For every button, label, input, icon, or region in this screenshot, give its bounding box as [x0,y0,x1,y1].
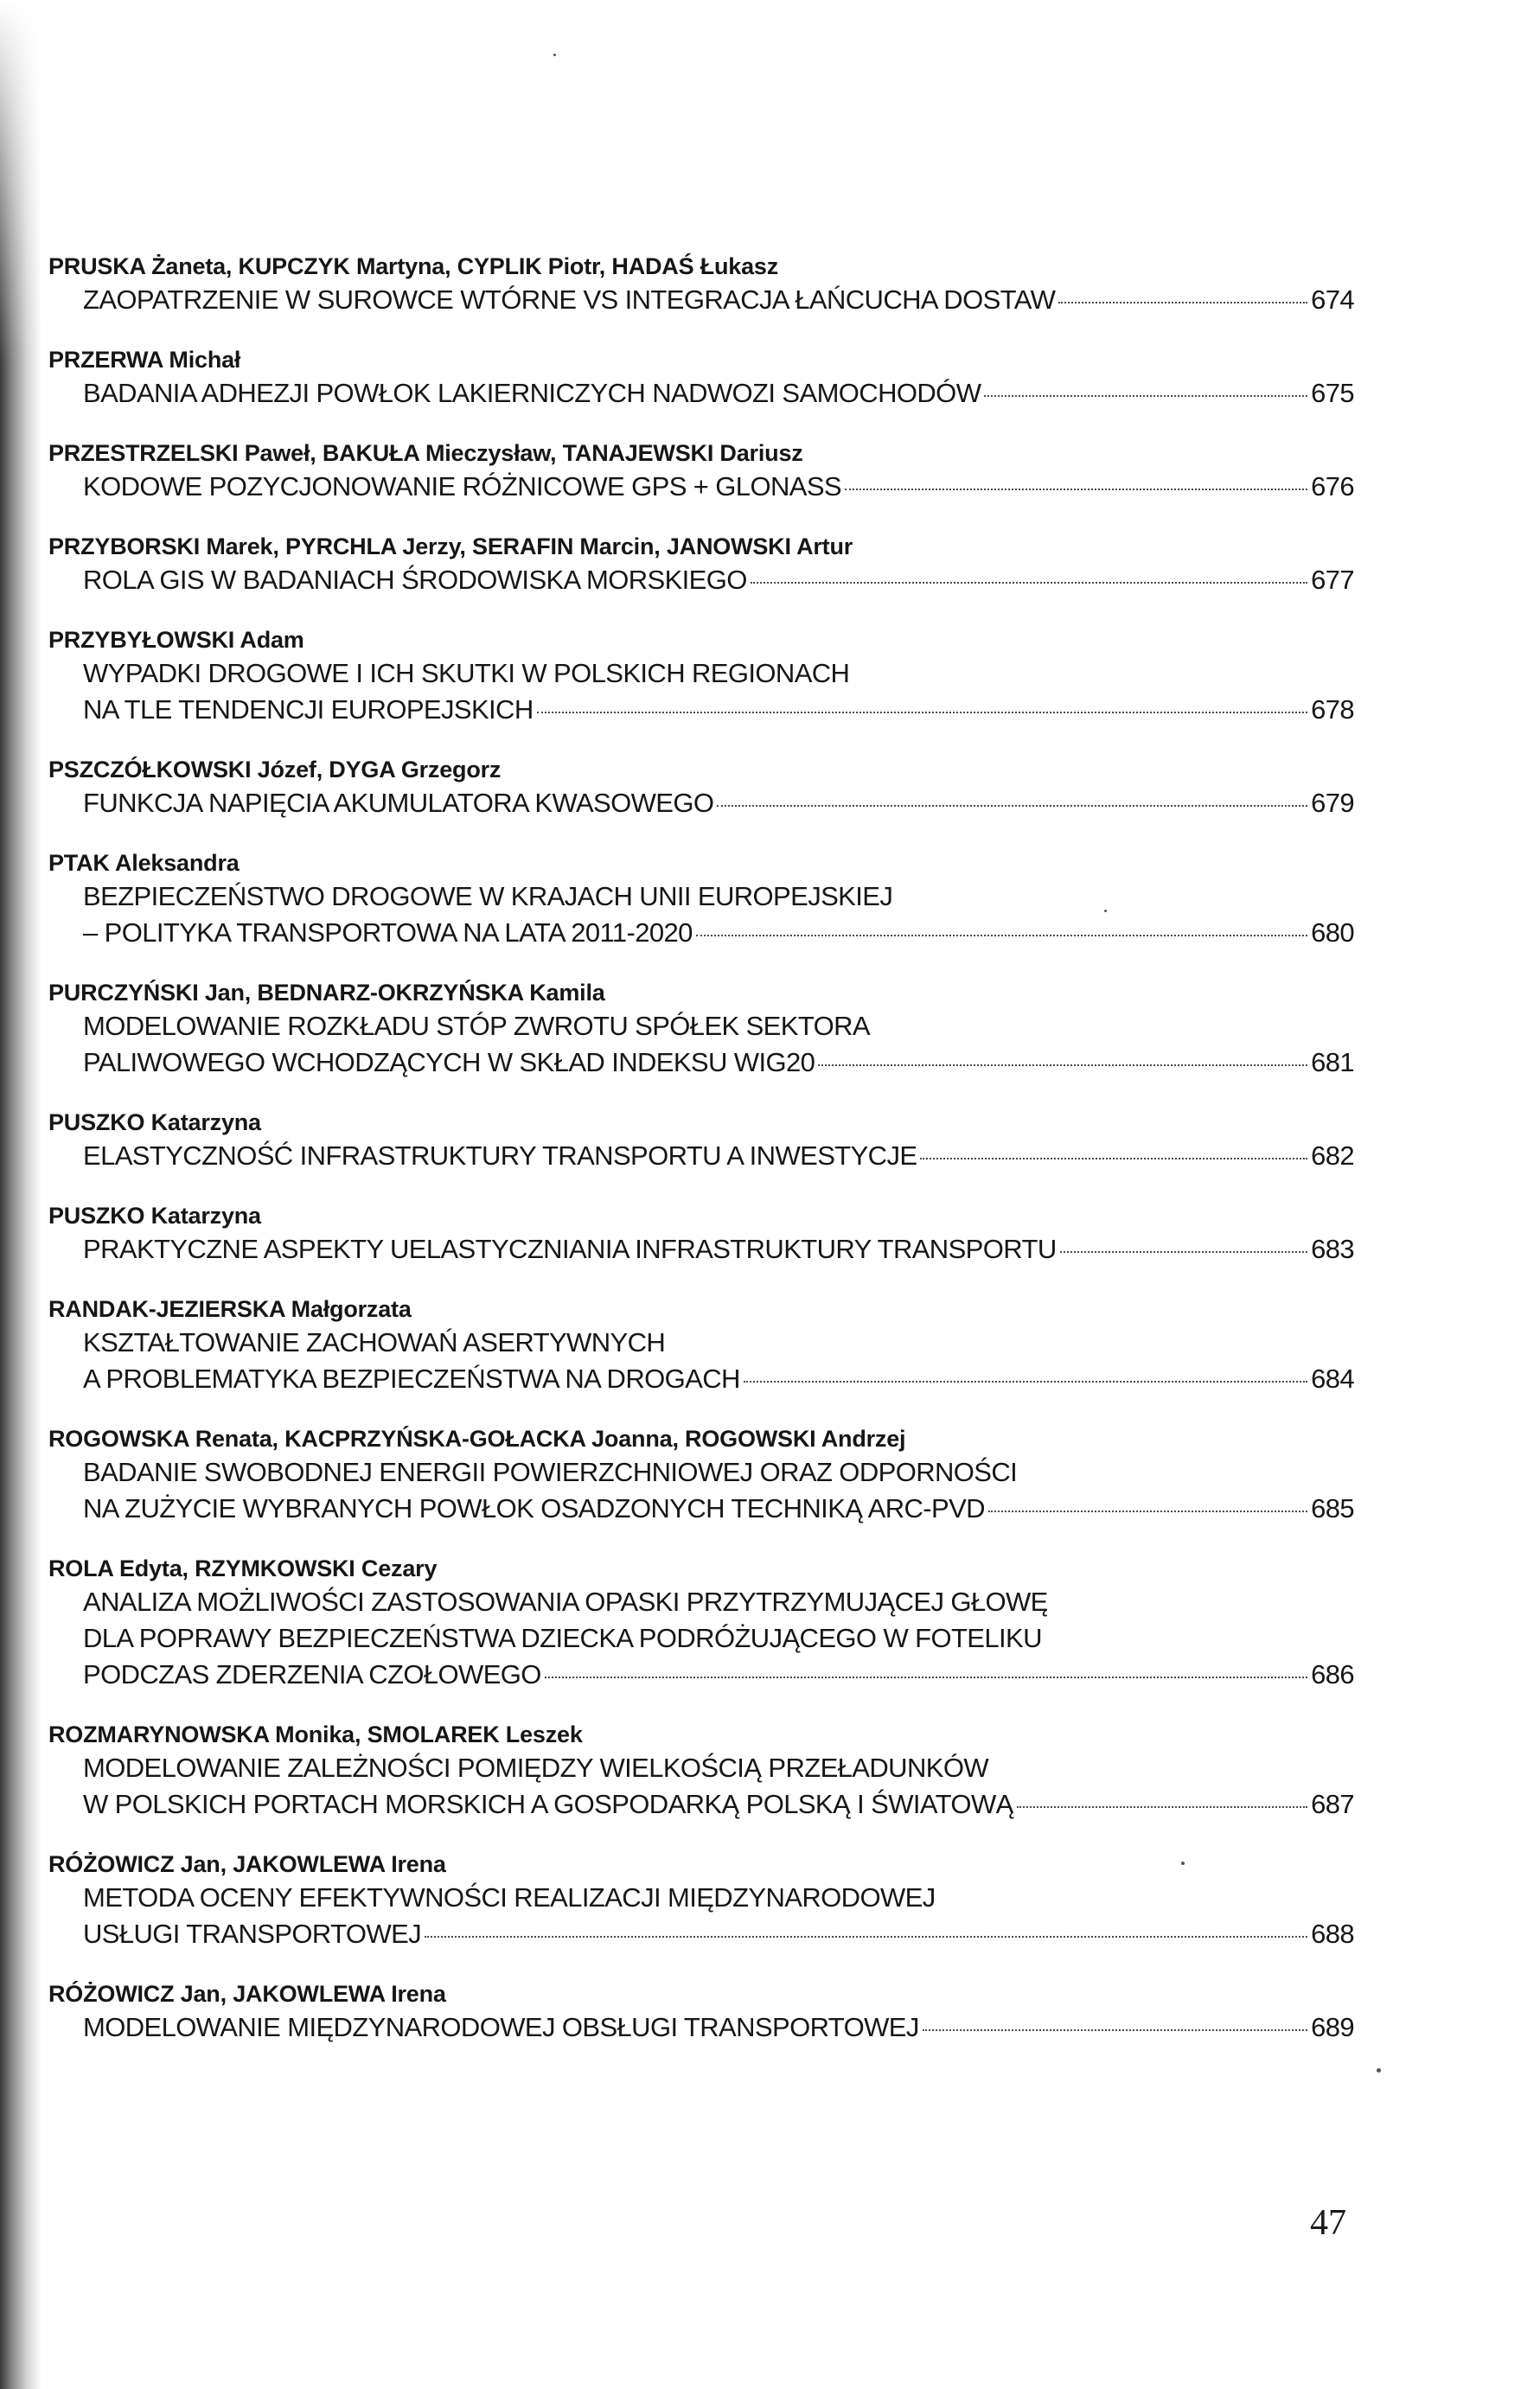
entry-title-line: WYPADKI DROGOWE I ICH SKUTKI W POLSKICH REGIONACH [83,658,850,688]
entry-authors: PUSZKO Katarzyna [48,1109,261,1135]
entry-authors: RANDAK-JEZIERSKA Małgorzata [48,1296,412,1322]
dust-speck [1181,1862,1185,1865]
entry-page-number: 685 [1311,1493,1354,1523]
entry-title-line [48,692,1354,728]
entry-title-text: KODOWE POZYCJONOWANIE RÓŻNICOWE GPS + GLONASS [83,471,841,501]
entry-title-text: W POLSKICH PORTACH MORSKICH A GOSPODARKĄ POLSKĄ I ŚWIATOWĄ [83,1789,1013,1819]
entry-authors: PUSZKO Katarzyna [48,1203,261,1229]
entry-title-line [48,1786,1354,1823]
entry-authors: PRZYBORSKI Marek, PYRCHLA Jerzy, SERAFIN Marcin, JANOWSKI Artur [48,533,853,559]
entry-title-text: ZAOPATRZENIE W SUROWCE WTÓRNE VS INTEGRACJA ŁAŃCUCHA DOSTAW [83,284,1056,315]
toc-entry [48,754,1354,821]
entry-title-text: BADANIA ADHEZJI POWŁOK LAKIERNICZYCH NADWOZI SAMOCHODÓW [83,378,981,408]
entry-page-number: 677 [1311,565,1354,595]
entry-authors: RÓŻOWICZ Jan, JAKOWLEWA Irena [48,1981,446,2007]
entry-title-text: PALIWOWEGO WCHODZĄCYCH W SKŁAD INDEKSU WIG20 [83,1047,815,1077]
entry-page-number: 679 [1311,788,1354,818]
entry-title-line [48,282,1354,318]
toc-entry [48,1107,1354,1174]
dot-leader [717,804,1307,807]
toc-entry [48,251,1354,318]
entry-title-text: FUNKCJA NAPIĘCIA AKUMULATORA KWASOWEGO [83,788,714,818]
entry-authors: PTAK Aleksandra [48,850,240,876]
entry-title-line [48,375,1354,412]
entry-title-line: METODA OCENY EFEKTYWNOŚCI REALIZACJI MIĘDZYNARODOWEJ [83,1882,936,1913]
entry-title-text: USŁUGI TRANSPORTOWEJ [83,1919,422,1949]
entry-title-line [48,1361,1354,1397]
entry-title-text: ELASTYCZNOŚĆ INFRASTRUKTURY TRANSPORTU A INWESTYCJE [83,1140,917,1171]
entry-page-number: 681 [1311,1047,1354,1077]
entry-title-line [48,2009,1354,2046]
dot-leader [744,1380,1307,1383]
entry-title-line [48,1916,1354,1952]
page-number: 47 [1310,2203,1346,2243]
entry-title-text: MODELOWANIE MIĘDZYNARODOWEJ OBSŁUGI TRANSPORTOWEJ [83,2012,919,2042]
entry-authors: PRUSKA Żaneta, KUPCZYK Martyna, CYPLIK Piotr, HADAŚ Łukasz [48,253,779,279]
toc-entry [48,438,1354,505]
entry-authors: PURCZYŃSKI Jan, BEDNARZ-OKRZYŃSKA Kamila [48,980,605,1006]
entry-title-line [48,915,1354,951]
entry-page-number: 686 [1311,1659,1354,1690]
toc-entry [48,1719,1354,1823]
entry-title-line: MODELOWANIE ROZKŁADU STÓP ZWROTU SPÓŁEK SEKTORA [83,1011,870,1041]
entry-page-number: 682 [1311,1140,1354,1171]
dot-leader [988,1510,1307,1512]
entry-authors: RÓŻOWICZ Jan, JAKOWLEWA Irena [48,1851,446,1877]
dot-leader [845,488,1307,490]
entry-title-text: – POLITYKA TRANSPORTOWA NA LATA 2011-2020 [83,917,693,948]
dot-leader [920,1157,1307,1159]
entry-title-text: A PROBLEMATYKA BEZPIECZEŃSTWA NA DROGACH [83,1364,740,1394]
dot-leader [1017,1805,1307,1808]
entry-title-line: ANALIZA MOŻLIWOŚCI ZASTOSOWANIA OPASKI PRZYTRZYMUJĄCEJ GŁOWĘ [83,1587,1048,1617]
dot-leader [537,711,1307,713]
entry-title-line [48,1231,1354,1268]
dot-leader [984,394,1307,397]
entry-title-line [48,1044,1354,1081]
entry-page-number: 675 [1311,378,1354,408]
entry-title-line: KSZTAŁTOWANIE ZACHOWAŃ ASERTYWNYCH [83,1327,666,1357]
toc-entry [48,1294,1354,1397]
toc-entry [48,531,1354,598]
toc-entry [48,1849,1354,1952]
entry-page-number: 688 [1311,1919,1354,1949]
dot-leader [1058,301,1307,303]
entry-title-line: BADANIE SWOBODNEJ ENERGII POWIERZCHNIOWEJ ORAZ ODPORNOŚCI [83,1457,1018,1487]
entry-title-line [48,469,1354,505]
spine-fade [0,0,42,363]
dust-speck [1377,2068,1381,2073]
dot-leader [696,934,1307,936]
dust-speck [1104,910,1107,912]
toc-entry [48,624,1354,728]
toc-entry [48,847,1354,951]
entry-authors: PRZYBYŁOWSKI Adam [48,627,304,653]
toc-entry [48,1978,1354,2046]
toc-entry [48,977,1354,1081]
entry-title-text: ROLA GIS W BADANIACH ŚRODOWISKA MORSKIEGO [83,565,747,595]
entry-page-number: 683 [1311,1234,1354,1264]
entry-authors: ROZMARYNOWSKA Monika, SMOLAREK Leszek [48,1721,583,1747]
entry-title-line: DLA POPRAWY BEZPIECZEŃSTWA DZIECKA PODRÓŻUJĄCEGO W FOTELIKU [83,1623,1042,1653]
entry-page-number: 689 [1311,2012,1354,2042]
entry-title-line: BEZPIECZEŃSTWO DROGOWE W KRAJACH UNII EUROPEJSKIEJ [83,881,893,911]
dot-leader [818,1064,1307,1066]
entry-title-line [48,1657,1354,1693]
entry-authors: ROGOWSKA Renata, KACPRZYŃSKA-GOŁACKA Joanna, ROGOWSKI Andrzej [48,1426,906,1452]
entry-page-number: 674 [1311,284,1354,315]
dot-leader [1060,1250,1307,1253]
toc-entry [48,1423,1354,1527]
entry-title-line [48,785,1354,821]
entry-authors: ROLA Edyta, RZYMKOWSKI Cezary [48,1555,438,1581]
dot-leader [923,2028,1307,2031]
table-of-contents [48,251,1354,2072]
entry-page-number: 687 [1311,1789,1354,1819]
entry-page-number: 680 [1311,917,1354,948]
entry-page-number: 678 [1311,694,1354,725]
entry-title-text: PRAKTYCZNE ASPEKTY UELASTYCZNIANIA INFRASTRUKTURY TRANSPORTU [83,1234,1057,1264]
dot-leader [545,1676,1307,1678]
entry-title-line [48,1138,1354,1174]
entry-authors: PRZESTRZELSKI Paweł, BAKUŁA Mieczysław, TANAJEWSKI Dariusz [48,440,803,466]
entry-authors: PSZCZÓŁKOWSKI Józef, DYGA Grzegorz [48,757,502,782]
dust-speck [553,54,556,56]
entry-page-number: 676 [1311,471,1354,501]
entry-title-line [48,562,1354,598]
entry-title-text: NA TLE TENDENCJI EUROPEJSKICH [83,694,534,725]
entry-authors: PRZERWA Michał [48,347,241,373]
entry-page-number: 684 [1311,1364,1354,1394]
entry-title-text: NA ZUŻYCIE WYBRANYCH POWŁOK OSADZONYCH TECHNIKĄ ARC-PVD [83,1493,985,1523]
entry-title-line [48,1491,1354,1527]
toc-entry [48,344,1354,412]
dot-leader [751,581,1307,584]
dot-leader [425,1935,1307,1938]
toc-entry [48,1553,1354,1693]
toc-entry [48,1200,1354,1268]
entry-title-text: PODCZAS ZDERZENIA CZOŁOWEGO [83,1659,541,1690]
entry-title-line: MODELOWANIE ZALEŻNOŚCI POMIĘDZY WIELKOŚCIĄ PRZEŁADUNKÓW [83,1753,988,1783]
